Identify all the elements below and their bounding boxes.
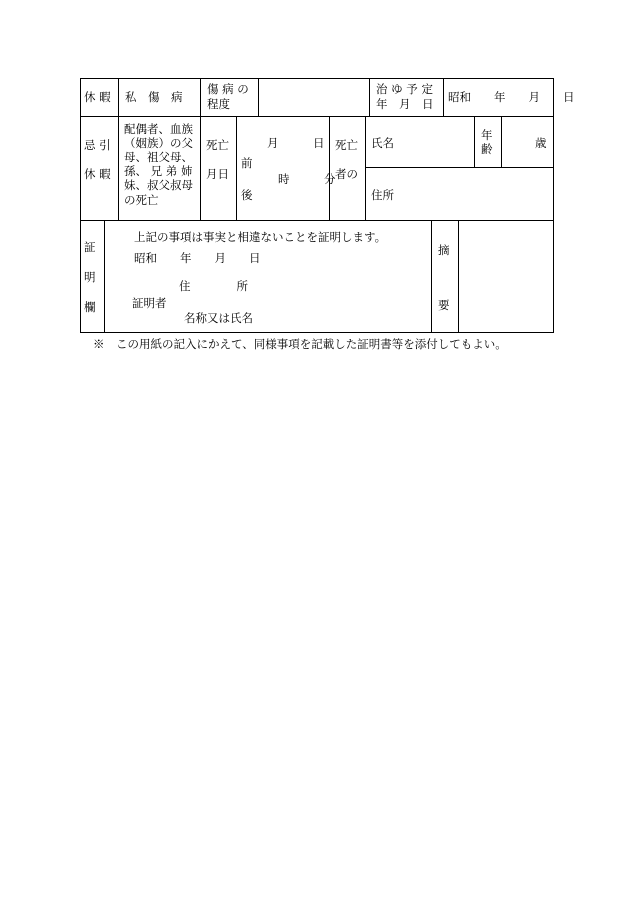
cert-column-char: 欄 <box>84 300 96 314</box>
cert-column-char: 証 <box>84 240 96 254</box>
relation-line: （姻族）の父 <box>124 136 193 150</box>
cert-column-char: 明 <box>84 270 96 284</box>
certifier-name-label: 名称又は氏名 <box>184 311 253 325</box>
death-date-label-line2: 月日 <box>206 167 229 181</box>
deceased-name-label: 氏名 <box>371 136 394 150</box>
am-label: 前 <box>241 156 253 170</box>
deceased-label-line1: 死亡 <box>335 138 358 152</box>
expected-date: 昭和 年 月 日 <box>448 90 575 104</box>
relation-line: 妹、叔父叔母 <box>124 178 193 192</box>
relation-line: 母、祖父母、 <box>124 150 193 164</box>
bereavement-label-line1: 忌 引 <box>84 138 111 152</box>
remarks-column-char: 要 <box>438 298 450 312</box>
age-label-line1: 年 <box>481 128 493 142</box>
death-time-line: 時 分 <box>278 172 336 186</box>
death-date-line: 月 日 <box>267 136 325 150</box>
pm-label: 後 <box>241 188 253 202</box>
expected-label-line2: 年 月 日 <box>376 97 434 111</box>
relation-line: 配偶者、血族 <box>124 122 193 136</box>
footnote: ※ この用紙の記入にかえて、同様事項を記載した証明書等を添付してもよい。 <box>93 337 507 351</box>
relation-line: 孫、 兄 弟 姉 <box>124 164 193 178</box>
cert-date: 昭和 年 月 日 <box>134 251 261 265</box>
leave-label: 休 暇 <box>84 90 111 104</box>
death-date-label-line1: 死亡 <box>206 138 229 152</box>
relation-line: の死亡 <box>124 193 159 207</box>
age-unit: 歳 <box>535 136 547 150</box>
certifier-address-label: 住 所 <box>179 279 248 293</box>
leave-type: 私 傷 病 <box>125 90 183 104</box>
cert-statement: 上記の事項は事実と相違ないことを証明します。 <box>134 230 387 244</box>
expected-label-line1: 治 ゆ 予 定 <box>376 82 433 96</box>
deceased-address-label: 住所 <box>371 188 394 202</box>
age-label-line2: 齢 <box>481 142 493 156</box>
deceased-label-line2: 者の <box>335 167 358 181</box>
certifier-label: 証明者 <box>132 296 167 310</box>
degree-label-line2: 程度 <box>207 97 230 111</box>
remarks-column-char: 摘 <box>438 243 450 257</box>
degree-label-line1: 傷 病 の <box>207 82 249 96</box>
bereavement-label-line2: 休 暇 <box>84 167 111 181</box>
